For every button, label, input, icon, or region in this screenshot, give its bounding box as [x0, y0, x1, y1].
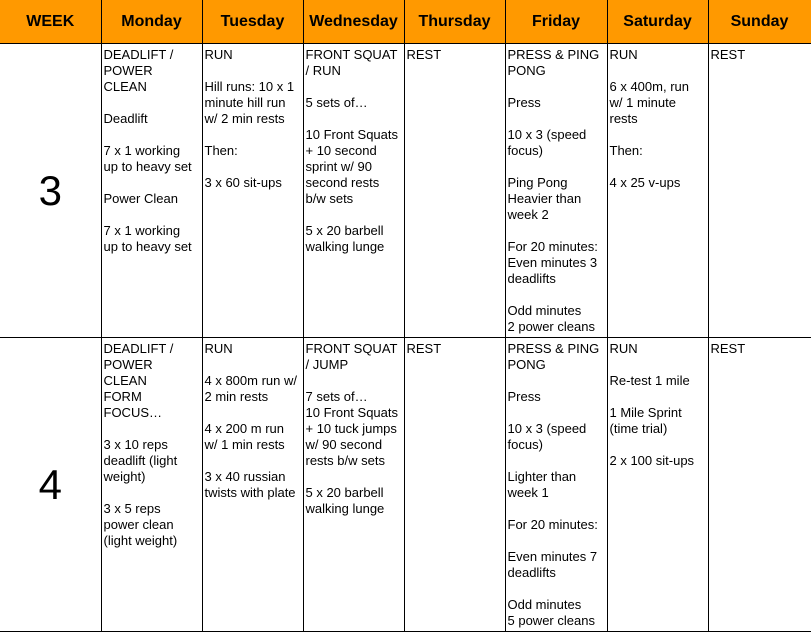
- workout-line: w/ 1 min rests: [204, 437, 285, 452]
- workout-line: Even minutes 7: [507, 549, 598, 564]
- header-tuesday: Tuesday: [202, 0, 303, 44]
- workout-line: Press: [507, 95, 541, 110]
- workout-line: [508, 533, 605, 549]
- workout-line: Re-test 1 mile: [609, 373, 690, 388]
- header-friday: Friday: [505, 0, 607, 44]
- workout-line: 7 x 1 working: [103, 223, 181, 238]
- week-number-cell: 4: [0, 338, 101, 632]
- workout-line: [610, 63, 706, 79]
- workout-line: 7 sets of…: [305, 389, 368, 404]
- workout-line: REST: [710, 341, 746, 356]
- workout-cell-monday: [101, 338, 202, 632]
- workout-line: w/ 2 min rests: [204, 111, 285, 126]
- workout-line: (time trial): [609, 421, 668, 436]
- workout-line: [205, 159, 301, 175]
- workout-cell-saturday: [607, 338, 708, 632]
- workout-line: [205, 63, 301, 79]
- workout-line: rests: [609, 111, 638, 126]
- workout-line: 3 x 5 reps: [103, 501, 161, 516]
- workout-line: [306, 469, 402, 485]
- workout-line: [104, 421, 200, 437]
- workout-line: [508, 453, 605, 469]
- workout-line: 3 x 60 sit-ups: [204, 175, 282, 190]
- workout-line: FORM: [103, 389, 142, 404]
- workout-line: PONG: [507, 357, 546, 372]
- workout-line: Odd minutes: [507, 597, 582, 612]
- workout-line: For 20 minutes:: [507, 517, 598, 532]
- workout-line: walking lunge: [305, 239, 385, 254]
- workout-line: 3 x 10 reps: [103, 437, 168, 452]
- workout-line: [610, 437, 706, 453]
- workout-line: [306, 79, 402, 95]
- workout-line: [306, 111, 402, 127]
- workout-line: twists with plate: [204, 485, 296, 500]
- header-monday: Monday: [101, 0, 202, 44]
- week-number-cell: 3: [0, 44, 101, 338]
- workout-line: Deadlift: [103, 111, 148, 126]
- workout-line: Odd minutes: [507, 303, 582, 318]
- workout-line: RUN: [609, 341, 638, 356]
- workout-line: REST: [406, 47, 442, 62]
- workout-line: 10 Front Squats: [305, 405, 398, 420]
- workout-line: Then:: [609, 143, 643, 158]
- workout-line: [610, 127, 706, 143]
- workout-line: FOCUS…: [103, 405, 162, 420]
- workout-line: CLEAN: [103, 79, 147, 94]
- workout-line: focus): [507, 143, 543, 158]
- workout-line: 4 x 800m run w/: [204, 373, 297, 388]
- workout-cell-sunday: [708, 338, 811, 632]
- workout-cell-tuesday: [202, 338, 303, 632]
- workout-line: walking lunge: [305, 501, 385, 516]
- workout-line: deadlifts: [507, 271, 556, 286]
- workout-line: 5 power cleans: [507, 613, 595, 628]
- workout-line: [508, 223, 605, 239]
- workout-line: [508, 79, 605, 95]
- schedule-body: [0, 44, 811, 632]
- workout-line: DEADLIFT /: [103, 341, 174, 356]
- workout-cell-saturday: [607, 44, 708, 338]
- workout-line: [508, 111, 605, 127]
- workout-line: [508, 501, 605, 517]
- workout-line: DEADLIFT /: [103, 47, 174, 62]
- workout-line: RUN: [204, 47, 233, 62]
- workout-line: PRESS & PING: [507, 47, 600, 62]
- workout-line: POWER: [103, 357, 153, 372]
- workout-line: [610, 159, 706, 175]
- workout-line: PRESS & PING: [507, 341, 600, 356]
- workout-line: POWER: [103, 63, 153, 78]
- workout-line: Press: [507, 389, 541, 404]
- workout-line: w/ 1 minute: [609, 95, 676, 110]
- workout-line: 2 min rests: [204, 389, 269, 404]
- workout-line: FRONT SQUAT: [305, 47, 398, 62]
- workout-line: 7 x 1 working: [103, 143, 181, 158]
- workout-line: [205, 453, 301, 469]
- workout-line: [205, 405, 301, 421]
- workout-line: rests b/w sets: [305, 453, 385, 468]
- workout-line: up to heavy set: [103, 159, 192, 174]
- workout-line: (light weight): [103, 533, 178, 548]
- week-row-3: [0, 44, 811, 338]
- workout-line: [104, 207, 200, 223]
- workout-line: deadlifts: [507, 565, 556, 580]
- workout-line: [104, 127, 200, 143]
- workout-line: up to heavy set: [103, 239, 192, 254]
- workout-line: [205, 127, 301, 143]
- workout-line: Heavier than: [507, 191, 582, 206]
- workout-line: RUN: [609, 47, 638, 62]
- workout-line: 4 x 25 v-ups: [609, 175, 681, 190]
- workout-line: 2 power cleans: [507, 319, 595, 334]
- workout-line: b/w sets: [305, 191, 354, 206]
- workout-line: [104, 175, 200, 191]
- workout-cell-wednesday: [303, 338, 404, 632]
- workout-line: Hill runs: 10 x 1: [204, 79, 295, 94]
- workout-line: week 1: [507, 485, 549, 500]
- workout-line: [508, 287, 605, 303]
- header-saturday: Saturday: [607, 0, 708, 44]
- workout-line: [508, 373, 605, 389]
- workout-line: [306, 207, 402, 223]
- workout-cell-thursday: [404, 44, 505, 338]
- workout-line: [508, 405, 605, 421]
- workout-line: 10 x 3 (speed: [507, 421, 587, 436]
- workout-line: 6 x 400m, run: [609, 79, 689, 94]
- workout-line: 3 x 40 russian: [204, 469, 286, 484]
- workout-line: [508, 159, 605, 175]
- workout-line: 10 Front Squats: [305, 127, 398, 142]
- workout-line: w/ 90 second: [305, 437, 383, 452]
- header-sunday: Sunday: [708, 0, 811, 44]
- workout-line: Then:: [204, 143, 238, 158]
- workout-line: Even minutes 3: [507, 255, 598, 270]
- workout-line: power clean: [103, 517, 174, 532]
- header-row: [0, 0, 811, 44]
- workout-line: 5 x 20 barbell: [305, 485, 384, 500]
- workout-line: For 20 minutes:: [507, 239, 598, 254]
- workout-line: [610, 389, 706, 405]
- workout-line: Ping Pong: [507, 175, 568, 190]
- header-week: WEEK: [0, 0, 101, 44]
- workout-line: weight): [103, 469, 146, 484]
- header-wednesday: Wednesday: [303, 0, 404, 44]
- workout-line: deadlift (light: [103, 453, 178, 468]
- header-thursday: Thursday: [404, 0, 505, 44]
- workout-line: 5 sets of…: [305, 95, 368, 110]
- workout-cell-friday: [505, 44, 607, 338]
- workout-line: minute hill run: [204, 95, 286, 110]
- workout-cell-sunday: [708, 44, 811, 338]
- workout-cell-tuesday: [202, 44, 303, 338]
- workout-line: + 10 tuck jumps: [305, 421, 397, 436]
- workout-line: [104, 485, 200, 501]
- workout-line: 10 x 3 (speed: [507, 127, 587, 142]
- workout-line: PONG: [507, 63, 546, 78]
- workout-line: / JUMP: [305, 357, 349, 372]
- workout-line: RUN: [204, 341, 233, 356]
- workout-line: 4 x 200 m run: [204, 421, 284, 436]
- workout-line: sprint w/ 90: [305, 159, 372, 174]
- workout-cell-monday: [101, 44, 202, 338]
- workout-line: Lighter than: [507, 469, 577, 484]
- workout-line: second rests: [305, 175, 380, 190]
- workout-line: REST: [710, 47, 746, 62]
- workout-cell-friday: [505, 338, 607, 632]
- workout-line: week 2: [507, 207, 549, 222]
- workout-cell-wednesday: [303, 44, 404, 338]
- workout-line: 2 x 100 sit-ups: [609, 453, 695, 468]
- workout-line: [610, 357, 706, 373]
- workout-line: Power Clean: [103, 191, 178, 206]
- workout-line: / RUN: [305, 63, 341, 78]
- workout-line: 5 x 20 barbell: [305, 223, 384, 238]
- workout-line: FRONT SQUAT: [305, 341, 398, 356]
- workout-line: 1 Mile Sprint: [609, 405, 682, 420]
- workout-line: + 10 second: [305, 143, 377, 158]
- workout-line: [205, 357, 301, 373]
- workout-line: [104, 95, 200, 111]
- workout-line: [306, 373, 402, 389]
- workout-line: CLEAN: [103, 373, 147, 388]
- workout-line: focus): [507, 437, 543, 452]
- workout-line: [508, 581, 605, 597]
- workout-cell-thursday: [404, 338, 505, 632]
- workout-line: REST: [406, 341, 442, 356]
- week-row-4: [0, 338, 811, 632]
